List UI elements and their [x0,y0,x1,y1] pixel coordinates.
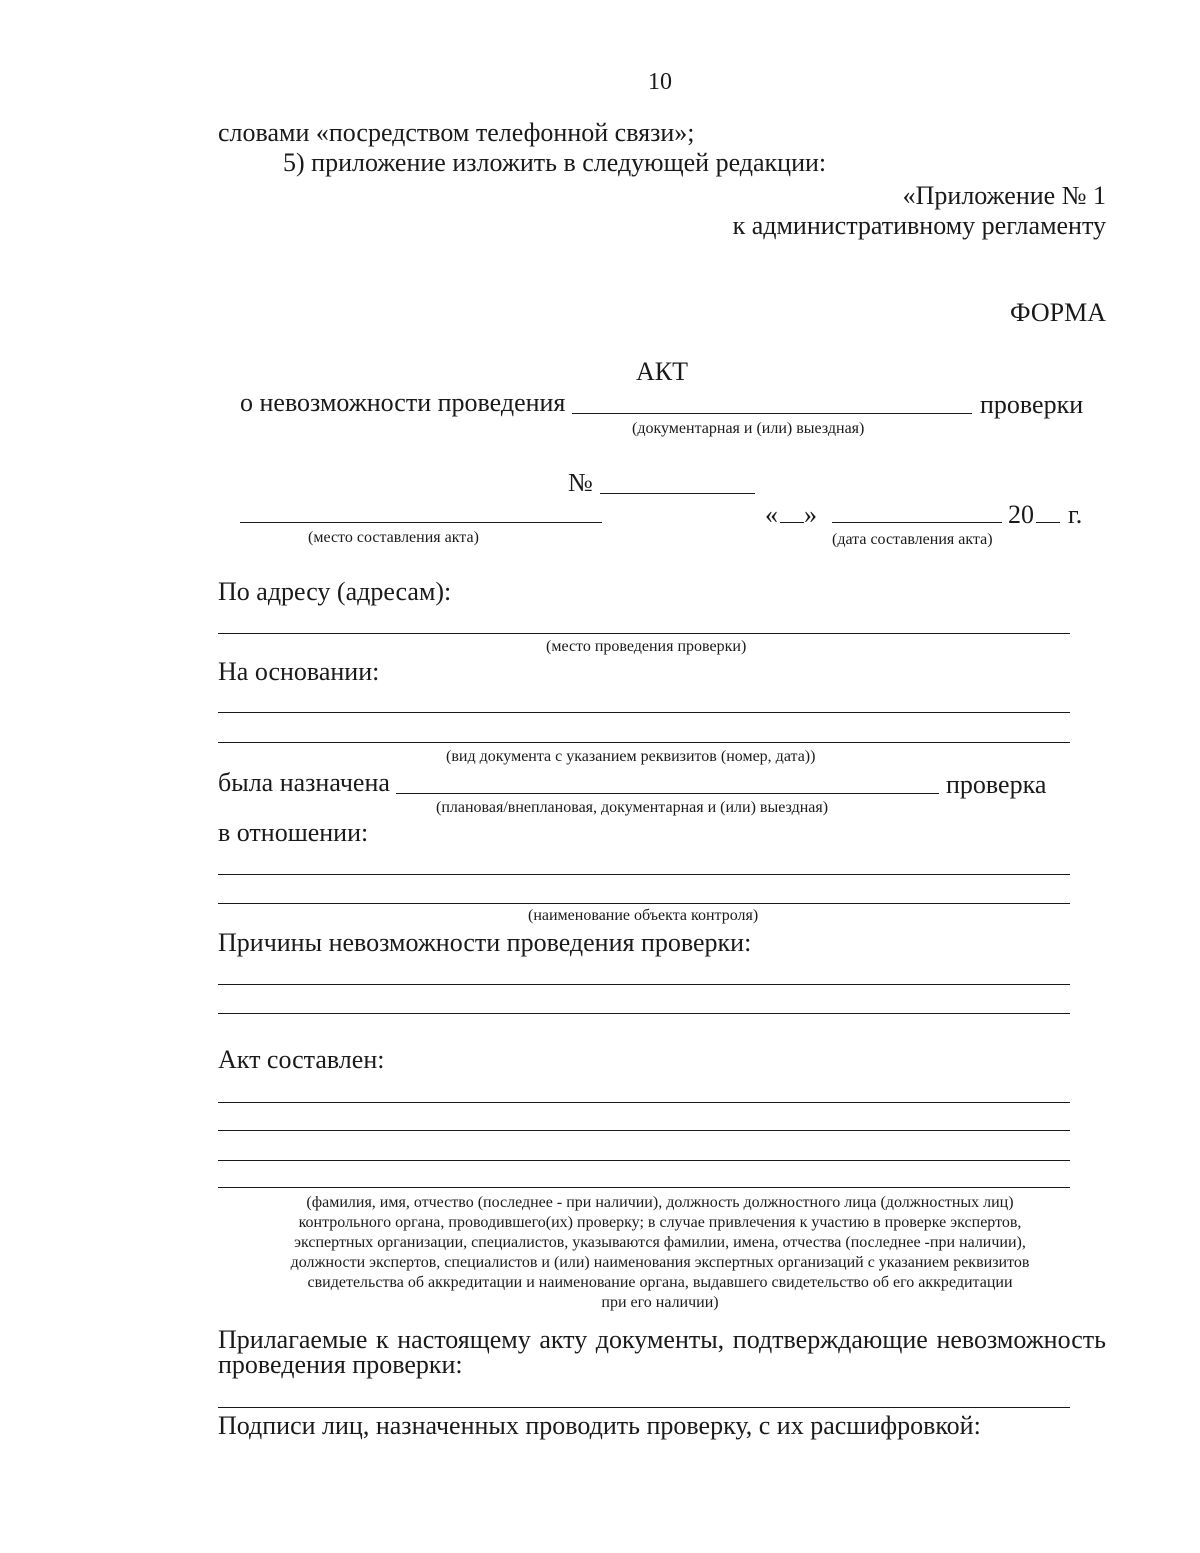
attached-word: настоящему [397,1325,531,1354]
regarding-caption: (наименование объекта контроля) [528,907,759,924]
attached-field[interactable] [218,1407,1070,1408]
compiled-caption-line: контрольного органа, проводившего(их) проверку; в случае привлечения к участию в проверке экспертов, [298,1214,1022,1231]
number-sign: № [568,468,593,497]
appendix-line-1: «Приложение № 1 [902,181,1106,210]
attached-word: подтверждающие [732,1325,928,1354]
basis-field-1[interactable] [218,712,1070,713]
date-year-suffix: г. [1068,500,1083,529]
reasons-label: Причины невозможности проведения проверки: [218,928,752,957]
compiled-field-2[interactable] [218,1130,1070,1131]
attached-word: Прилагаемые [218,1325,368,1354]
form-label: ФОРМА [1010,298,1106,327]
page-number: 10 [648,69,672,95]
attached-word: акту [539,1325,588,1354]
act-subtitle-right: проверки [980,390,1084,419]
compiled-caption-line: должности экспертов, специалистов и (или) наименования экспертных организаций с указанием реквизитов [290,1254,1030,1271]
attached-word: невозможность [936,1325,1106,1354]
address-field[interactable] [218,633,1070,634]
date-quote-close: » [804,500,817,529]
inspection-type-field[interactable] [572,413,972,414]
act-subtitle-left: о невозможности проведения [240,388,566,417]
address-caption: (место проведения проверки) [546,638,747,655]
act-place-field[interactable] [240,522,602,523]
reasons-field-2[interactable] [218,1013,1070,1014]
compiled-field-4[interactable] [218,1187,1070,1188]
attached-line-2: проведения проверки: [218,1350,463,1379]
basis-field-2[interactable] [218,742,1070,743]
regarding-field-2[interactable] [218,903,1070,904]
address-label: По адресу (адресам): [218,577,452,606]
assigned-label: была назначена [218,768,390,797]
reasons-field-1[interactable] [218,984,1070,985]
assigned-type-field[interactable] [396,793,939,794]
date-day-field[interactable] [780,522,804,523]
basis-caption: (вид документа с указанием реквизитов (номер, дата)) [446,748,816,765]
compiled-caption-line: (фамилия, имя, отчество (последнее - при наличии), должность должностного лица (должностных лиц) [306,1194,1014,1211]
date-caption: (дата составления акта) [832,531,993,548]
compiled-caption-line: экспертных организации, специалистов, указываются фамилии, имена, отчества (последнее -при наличии), [294,1234,1026,1251]
place-caption: (место составления акта) [308,529,479,546]
inspection-type-caption: (документарная и (или) выездная) [632,420,865,437]
regarding-field-1[interactable] [218,874,1070,875]
compiled-field-1[interactable] [218,1102,1070,1103]
regarding-label: в отношении: [218,818,369,847]
compiled-caption-line: свидетельства об аккредитации и наименование органа, выдавшего свидетельство об его аккредитации [307,1274,1013,1291]
assigned-caption: (плановая/внеплановая, документарная и (или) выездная) [436,799,829,816]
compiled-label: Акт составлен: [218,1045,385,1074]
intro-line-1: словами «посредством телефонной связи»; [218,118,695,147]
intro-line-2: 5) приложение изложить в следующей редакции: [283,148,827,177]
appendix-line-2: к административному регламенту [732,211,1106,240]
compiled-caption-line: при его наличии) [601,1294,719,1311]
date-month-field[interactable] [832,522,1002,523]
signatures-label: Подписи лиц, назначенных проводить проверку, с их расшифровкой: [218,1411,981,1440]
compiled-caption [225,1193,1095,1313]
assigned-suffix: проверка [946,770,1047,799]
compiled-field-3[interactable] [218,1160,1070,1161]
date-year-prefix: 20 [1008,500,1034,529]
attached-word: документы, [595,1325,725,1354]
act-number-field[interactable] [600,493,755,494]
date-quote-open: « [765,500,778,529]
basis-label: На основании: [218,657,380,686]
date-year-field[interactable] [1036,522,1060,523]
attached-word: к [376,1325,389,1354]
act-title: АКТ [636,357,688,386]
